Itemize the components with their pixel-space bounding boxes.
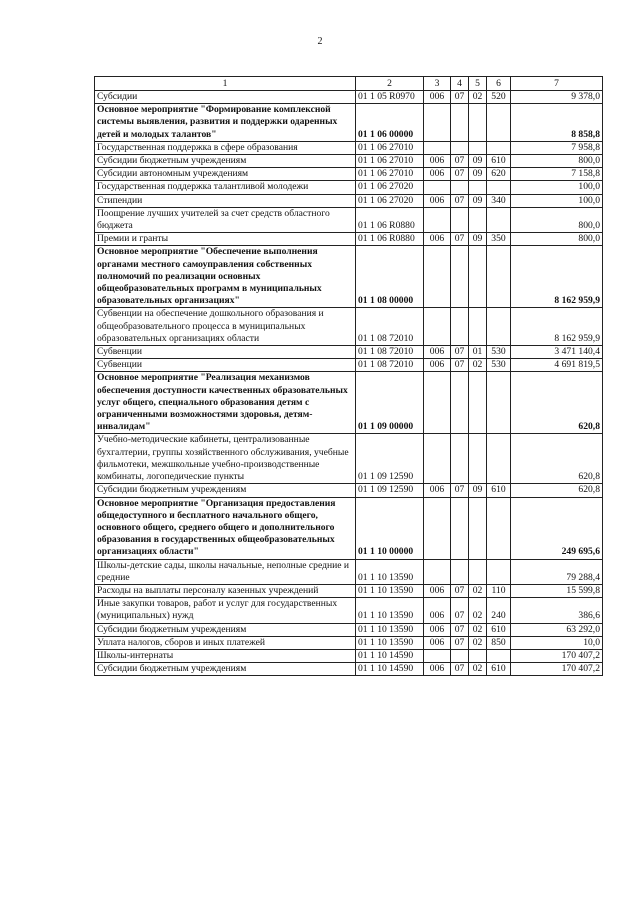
column-header: 7 bbox=[511, 77, 603, 91]
row-name-cell: Иные закупки товаров, работ и услуг для государственных (муниципальных) нужд bbox=[95, 598, 356, 623]
subsection-code-cell bbox=[469, 497, 487, 559]
subsection-code-cell: 09 bbox=[469, 233, 487, 246]
table-row bbox=[95, 346, 603, 359]
row-name-cell: Основное мероприятие "Реализация механизмов обеспечения доступности качественных образовательных услуг общего, специального образования детям с ограниченными возможностями здоровья, детям-инвалидам" bbox=[95, 372, 356, 434]
target-article-cell: 01 1 08 72010 bbox=[356, 308, 424, 346]
table-header-row bbox=[95, 77, 603, 91]
row-name-cell: Расходы на выплаты персоналу казенных учреждений bbox=[95, 584, 356, 597]
section-code-cell: 07 bbox=[451, 623, 469, 636]
row-name-cell: Субсидии бюджетным учреждениям bbox=[95, 663, 356, 676]
expense-type-cell bbox=[487, 308, 511, 346]
column-header: 6 bbox=[487, 77, 511, 91]
expense-type-cell: 530 bbox=[487, 359, 511, 372]
row-name-cell: Субвенции bbox=[95, 359, 356, 372]
subsection-code-cell: 02 bbox=[469, 359, 487, 372]
target-article-cell: 01 1 05 R0970 bbox=[356, 91, 424, 104]
row-name-cell: Стипендии bbox=[95, 194, 356, 207]
subsection-code-cell bbox=[469, 207, 487, 232]
amount-cell: 9 378,0 bbox=[511, 91, 603, 104]
department-code-cell bbox=[424, 497, 451, 559]
expense-type-cell bbox=[487, 181, 511, 194]
target-article-cell: 01 1 06 R0880 bbox=[356, 207, 424, 232]
table-row bbox=[95, 246, 603, 308]
section-code-cell: 07 bbox=[451, 663, 469, 676]
target-article-cell: 01 1 10 00000 bbox=[356, 497, 424, 559]
section-code-cell bbox=[451, 434, 469, 484]
table-row bbox=[95, 181, 603, 194]
expense-type-cell bbox=[487, 246, 511, 308]
amount-cell: 170 407,2 bbox=[511, 663, 603, 676]
row-name-cell: Субвенции bbox=[95, 346, 356, 359]
subsection-code-cell: 09 bbox=[469, 168, 487, 181]
column-header: 1 bbox=[95, 77, 356, 91]
column-header: 5 bbox=[469, 77, 487, 91]
budget-table bbox=[94, 76, 603, 676]
department-code-cell: 006 bbox=[424, 584, 451, 597]
department-code-cell bbox=[424, 372, 451, 434]
target-article-cell: 01 1 06 00000 bbox=[356, 104, 424, 142]
section-code-cell bbox=[451, 246, 469, 308]
section-code-cell: 07 bbox=[451, 91, 469, 104]
target-article-cell: 01 1 10 13590 bbox=[356, 623, 424, 636]
expense-type-cell bbox=[487, 649, 511, 662]
row-name-cell: Государственная поддержка талантливой молодежи bbox=[95, 181, 356, 194]
row-name-cell: Поощрение лучших учителей за счет средств областного бюджета bbox=[95, 207, 356, 232]
section-code-cell: 07 bbox=[451, 233, 469, 246]
section-code-cell: 07 bbox=[451, 168, 469, 181]
row-name-cell: Субсидии бюджетным учреждениям bbox=[95, 484, 356, 497]
department-code-cell: 006 bbox=[424, 194, 451, 207]
section-code-cell bbox=[451, 497, 469, 559]
row-name-cell: Субвенции на обеспечение дошкольного образования и общеобразовательного процесса в муниципальных образовательных организациях области bbox=[95, 308, 356, 346]
subsection-code-cell bbox=[469, 104, 487, 142]
expense-type-cell: 110 bbox=[487, 584, 511, 597]
row-name-cell: Школы-интернаты bbox=[95, 649, 356, 662]
subsection-code-cell: 02 bbox=[469, 636, 487, 649]
section-code-cell bbox=[451, 649, 469, 662]
subsection-code-cell bbox=[469, 141, 487, 154]
section-code-cell: 07 bbox=[451, 636, 469, 649]
page-number: 2 bbox=[317, 36, 323, 47]
expense-type-cell: 240 bbox=[487, 598, 511, 623]
amount-cell: 800,0 bbox=[511, 233, 603, 246]
table-row bbox=[95, 91, 603, 104]
row-name-cell: Уплата налогов, сборов и иных платежей bbox=[95, 636, 356, 649]
subsection-code-cell bbox=[469, 246, 487, 308]
section-code-cell: 07 bbox=[451, 484, 469, 497]
table-row bbox=[95, 168, 603, 181]
target-article-cell: 01 1 06 27020 bbox=[356, 194, 424, 207]
table-row bbox=[95, 598, 603, 623]
amount-cell: 63 292,0 bbox=[511, 623, 603, 636]
target-article-cell: 01 1 09 12590 bbox=[356, 484, 424, 497]
amount-cell: 3 471 140,4 bbox=[511, 346, 603, 359]
target-article-cell: 01 1 10 13590 bbox=[356, 559, 424, 584]
table-row bbox=[95, 559, 603, 584]
target-article-cell: 01 1 06 R0880 bbox=[356, 233, 424, 246]
expense-type-cell: 350 bbox=[487, 233, 511, 246]
subsection-code-cell: 02 bbox=[469, 598, 487, 623]
subsection-code-cell: 09 bbox=[469, 155, 487, 168]
subsection-code-cell: 09 bbox=[469, 484, 487, 497]
amount-cell: 79 288,4 bbox=[511, 559, 603, 584]
column-header: 3 bbox=[424, 77, 451, 91]
amount-cell: 8 162 959,9 bbox=[511, 246, 603, 308]
table-row bbox=[95, 623, 603, 636]
expense-type-cell: 530 bbox=[487, 346, 511, 359]
target-article-cell: 01 1 09 12590 bbox=[356, 434, 424, 484]
subsection-code-cell: 02 bbox=[469, 584, 487, 597]
section-code-cell bbox=[451, 308, 469, 346]
expense-type-cell bbox=[487, 104, 511, 142]
table-row bbox=[95, 155, 603, 168]
target-article-cell: 01 1 10 14590 bbox=[356, 649, 424, 662]
subsection-code-cell bbox=[469, 649, 487, 662]
subsection-code-cell bbox=[469, 372, 487, 434]
row-name-cell: Премии и гранты bbox=[95, 233, 356, 246]
amount-cell: 4 691 819,5 bbox=[511, 359, 603, 372]
expense-type-cell: 850 bbox=[487, 636, 511, 649]
department-code-cell: 006 bbox=[424, 91, 451, 104]
expense-type-cell: 610 bbox=[487, 623, 511, 636]
table-row bbox=[95, 194, 603, 207]
table-row bbox=[95, 497, 603, 559]
table-row bbox=[95, 141, 603, 154]
target-article-cell: 01 1 10 13590 bbox=[356, 598, 424, 623]
column-header: 4 bbox=[451, 77, 469, 91]
row-name-cell: Субсидии автономным учреждениям bbox=[95, 168, 356, 181]
department-code-cell: 006 bbox=[424, 663, 451, 676]
subsection-code-cell bbox=[469, 559, 487, 584]
target-article-cell: 01 1 06 27010 bbox=[356, 155, 424, 168]
department-code-cell: 006 bbox=[424, 155, 451, 168]
expense-type-cell: 620 bbox=[487, 168, 511, 181]
subsection-code-cell bbox=[469, 181, 487, 194]
expense-type-cell: 610 bbox=[487, 484, 511, 497]
target-article-cell: 01 1 06 27010 bbox=[356, 141, 424, 154]
table-row bbox=[95, 649, 603, 662]
amount-cell: 620,8 bbox=[511, 372, 603, 434]
department-code-cell bbox=[424, 559, 451, 584]
amount-cell: 800,0 bbox=[511, 207, 603, 232]
amount-cell: 10,0 bbox=[511, 636, 603, 649]
department-code-cell bbox=[424, 434, 451, 484]
department-code-cell: 006 bbox=[424, 233, 451, 246]
department-code-cell bbox=[424, 246, 451, 308]
target-article-cell: 01 1 08 00000 bbox=[356, 246, 424, 308]
department-code-cell bbox=[424, 104, 451, 142]
amount-cell: 7 958,8 bbox=[511, 141, 603, 154]
section-code-cell: 07 bbox=[451, 155, 469, 168]
subsection-code-cell: 02 bbox=[469, 663, 487, 676]
expense-type-cell bbox=[487, 434, 511, 484]
target-article-cell: 01 1 10 13590 bbox=[356, 584, 424, 597]
department-code-cell bbox=[424, 207, 451, 232]
table-row bbox=[95, 636, 603, 649]
section-code-cell: 07 bbox=[451, 346, 469, 359]
section-code-cell: 07 bbox=[451, 359, 469, 372]
department-code-cell: 006 bbox=[424, 168, 451, 181]
table-row bbox=[95, 584, 603, 597]
section-code-cell bbox=[451, 372, 469, 434]
department-code-cell bbox=[424, 141, 451, 154]
department-code-cell: 006 bbox=[424, 484, 451, 497]
section-code-cell: 07 bbox=[451, 584, 469, 597]
table-row bbox=[95, 207, 603, 232]
table-row bbox=[95, 434, 603, 484]
amount-cell: 15 599,8 bbox=[511, 584, 603, 597]
table-row bbox=[95, 308, 603, 346]
subsection-code-cell: 01 bbox=[469, 346, 487, 359]
target-article-cell: 01 1 10 14590 bbox=[356, 663, 424, 676]
target-article-cell: 01 1 10 13590 bbox=[356, 636, 424, 649]
expense-type-cell: 520 bbox=[487, 91, 511, 104]
amount-cell: 170 407,2 bbox=[511, 649, 603, 662]
department-code-cell: 006 bbox=[424, 636, 451, 649]
department-code-cell: 006 bbox=[424, 359, 451, 372]
expense-type-cell: 610 bbox=[487, 155, 511, 168]
section-code-cell bbox=[451, 181, 469, 194]
department-code-cell: 006 bbox=[424, 598, 451, 623]
row-name-cell: Основное мероприятие "Формирование комплексной системы выявления, развития и поддержки одаренных детей и молодых талантов" bbox=[95, 104, 356, 142]
row-name-cell: Субсидии bbox=[95, 91, 356, 104]
amount-cell: 100,0 bbox=[511, 194, 603, 207]
expense-type-cell: 340 bbox=[487, 194, 511, 207]
subsection-code-cell: 02 bbox=[469, 623, 487, 636]
row-name-cell: Субсидии бюджетным учреждениям bbox=[95, 623, 356, 636]
row-name-cell: Государственная поддержка в сфере образования bbox=[95, 141, 356, 154]
section-code-cell bbox=[451, 559, 469, 584]
subsection-code-cell: 02 bbox=[469, 91, 487, 104]
row-name-cell: Учебно-методические кабинеты, централизованные бухгалтерии, группы хозяйственного обслуживания, учебные фильмотеки, межшкольные учебно-производственные комбинаты, логопедические пункты bbox=[95, 434, 356, 484]
target-article-cell: 01 1 08 72010 bbox=[356, 346, 424, 359]
amount-cell: 620,8 bbox=[511, 484, 603, 497]
row-name-cell: Школы-детские сады, школы начальные, неполные средние и средние bbox=[95, 559, 356, 584]
row-name-cell: Основное мероприятие "Организация предоставления общедоступного и бесплатного начального общего, основного общего, среднего общего и дополнительного образования в государственных общеобразовательных организациях области" bbox=[95, 497, 356, 559]
row-name-cell: Субсидии бюджетным учреждениям bbox=[95, 155, 356, 168]
expense-type-cell bbox=[487, 372, 511, 434]
section-code-cell bbox=[451, 104, 469, 142]
section-code-cell bbox=[451, 141, 469, 154]
subsection-code-cell bbox=[469, 434, 487, 484]
amount-cell: 8 162 959,9 bbox=[511, 308, 603, 346]
amount-cell: 800,0 bbox=[511, 155, 603, 168]
table-row bbox=[95, 233, 603, 246]
expense-type-cell bbox=[487, 207, 511, 232]
amount-cell: 386,6 bbox=[511, 598, 603, 623]
section-code-cell: 07 bbox=[451, 194, 469, 207]
subsection-code-cell bbox=[469, 308, 487, 346]
expense-type-cell: 610 bbox=[487, 663, 511, 676]
expense-type-cell bbox=[487, 559, 511, 584]
amount-cell: 7 158,8 bbox=[511, 168, 603, 181]
target-article-cell: 01 1 09 00000 bbox=[356, 372, 424, 434]
target-article-cell: 01 1 06 27010 bbox=[356, 168, 424, 181]
table-row bbox=[95, 104, 603, 142]
department-code-cell bbox=[424, 649, 451, 662]
table-row bbox=[95, 359, 603, 372]
target-article-cell: 01 1 06 27020 bbox=[356, 181, 424, 194]
amount-cell: 249 695,6 bbox=[511, 497, 603, 559]
section-code-cell: 07 bbox=[451, 598, 469, 623]
table-row bbox=[95, 372, 603, 434]
column-header: 2 bbox=[356, 77, 424, 91]
amount-cell: 620,8 bbox=[511, 434, 603, 484]
amount-cell: 8 858,8 bbox=[511, 104, 603, 142]
expense-type-cell bbox=[487, 141, 511, 154]
subsection-code-cell: 09 bbox=[469, 194, 487, 207]
department-code-cell: 006 bbox=[424, 623, 451, 636]
target-article-cell: 01 1 08 72010 bbox=[356, 359, 424, 372]
department-code-cell: 006 bbox=[424, 346, 451, 359]
table-row bbox=[95, 663, 603, 676]
table-row bbox=[95, 484, 603, 497]
table-body bbox=[95, 91, 603, 676]
section-code-cell bbox=[451, 207, 469, 232]
amount-cell: 100,0 bbox=[511, 181, 603, 194]
row-name-cell: Основное мероприятие "Обеспечение выполнения органами местного самоуправления собственных полномочий по реализации основных общеобразовательных программ в муниципальных образовательных организациях" bbox=[95, 246, 356, 308]
expense-type-cell bbox=[487, 497, 511, 559]
department-code-cell bbox=[424, 181, 451, 194]
department-code-cell bbox=[424, 308, 451, 346]
